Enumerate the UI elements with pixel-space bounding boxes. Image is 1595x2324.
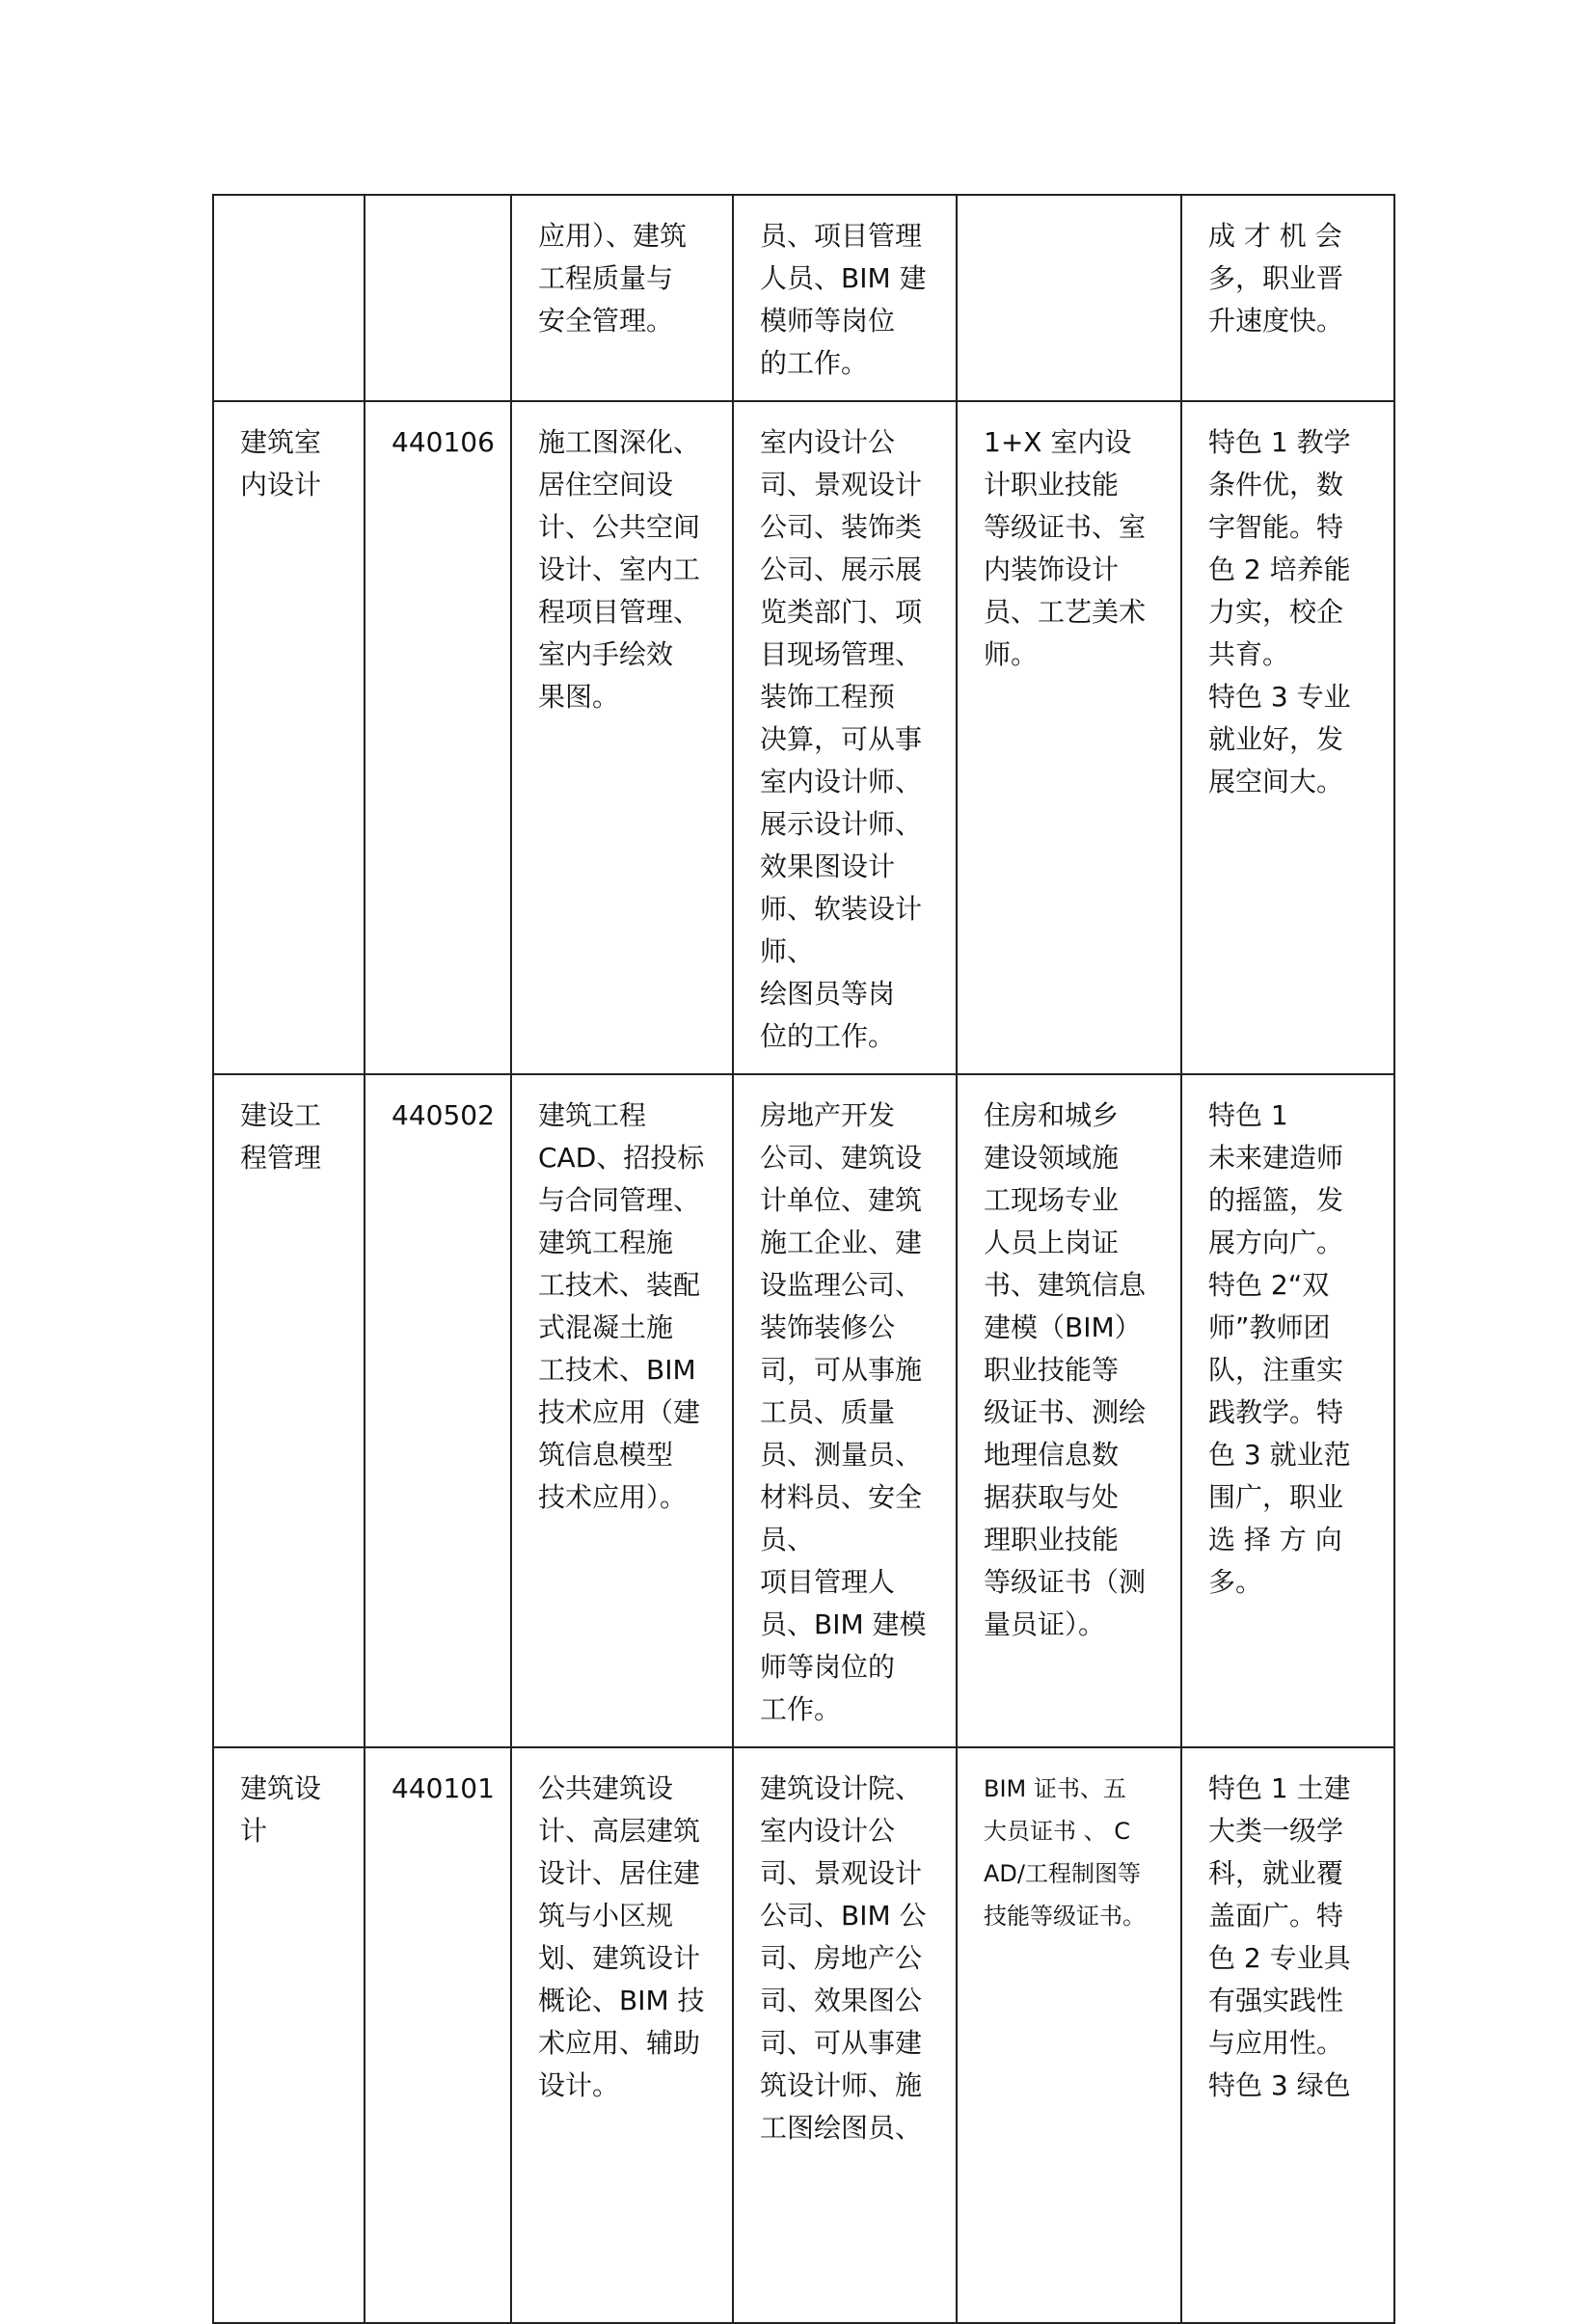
text-line: 住房和城乡 [984, 1099, 1120, 1131]
certs-cell [957, 1747, 1181, 2323]
text-line: 共育。 [1208, 638, 1290, 670]
text-line: 建模（BIM） [984, 1311, 1142, 1343]
features-text [1208, 215, 1376, 342]
text-line: 位的工作。 [760, 1020, 896, 1052]
text-line: 职业技能等 [984, 1354, 1120, 1386]
text-line: 工员、质量 [760, 1396, 896, 1428]
features-cell [1181, 195, 1394, 401]
text-line: 公司、装饰类 [760, 511, 923, 543]
text-line: 决算，可从事 [760, 723, 923, 755]
text-line: 计、公共空间 [538, 511, 701, 543]
courses-cell [511, 1074, 733, 1747]
certs-text [984, 1094, 1163, 1646]
major-table [212, 194, 1395, 2324]
text-line: 筑信息模型 [538, 1439, 674, 1471]
text-line: 司，可从事施 [760, 1354, 923, 1386]
text-line: 多。 [1208, 1566, 1263, 1598]
jobs-cell [733, 1074, 957, 1747]
text-line: 等级证书、室 [984, 511, 1147, 543]
text-line: 计单位、建筑 [760, 1184, 923, 1216]
text-line: 工图绘图员、 [760, 2112, 923, 2144]
table-row [213, 401, 1394, 1074]
text-line: 公共建筑设 [538, 1772, 674, 1804]
text-line: 师。 [984, 638, 1039, 670]
text-line: 室内手绘效 [538, 638, 674, 670]
text-line: 色 2 培养能 [1208, 554, 1351, 585]
text-line: 字智能。特 [1208, 511, 1344, 543]
text-line: 建筑设计院、 [760, 1772, 923, 1804]
text-line: 践教学。特 [1208, 1396, 1344, 1428]
text-line: 划、建筑设计 [538, 1942, 701, 1974]
text-line: 员、 [760, 1524, 815, 1555]
text-line: 目现场管理、 [760, 638, 923, 670]
text-line: 绘图员等岗 [760, 978, 896, 1010]
features-text [1208, 421, 1376, 803]
text-line: 人员上岗证 [984, 1227, 1120, 1258]
text-line: 大类一级学 [1208, 1815, 1344, 1847]
text-line: 据获取与处 [984, 1481, 1120, 1513]
certs-cell [957, 195, 1181, 401]
text-line: 与应用性。 [1208, 2027, 1344, 2059]
text-line: 特色 2“双 [1208, 1269, 1330, 1301]
text-line: 色 2 专业具 [1208, 1942, 1351, 1974]
text-line: 计 [240, 1815, 268, 1847]
text-line: 特色 1 土建 [1208, 1772, 1351, 1804]
jobs-text [760, 1094, 938, 1731]
text-line: 设计、居住建 [538, 1857, 701, 1889]
text-line: 升速度快。 [1208, 305, 1344, 337]
text-line: 员、测量员、 [760, 1439, 923, 1471]
jobs-text [760, 421, 938, 1058]
text-line: 展空间大。 [1208, 766, 1344, 797]
text-line: 多，职业晋 [1208, 262, 1344, 294]
major-name [240, 1768, 346, 1852]
text-line: 安全管理。 [538, 305, 674, 337]
major-name [240, 421, 346, 506]
text-line: 建筑设 [240, 1772, 322, 1804]
text-line: 特色 1 教学 [1208, 426, 1351, 458]
text-line: 程管理 [240, 1142, 322, 1174]
text-line: 特色 1 [1208, 1099, 1288, 1131]
text-line: 技能等级证书。 [984, 1903, 1146, 1930]
text-line: 式混凝土施 [538, 1311, 674, 1343]
courses-text [538, 1094, 715, 1519]
text-line: 建设工 [240, 1099, 322, 1131]
text-line: 项目管理人 [760, 1566, 896, 1598]
text-line: 师等岗位的 [760, 1651, 896, 1683]
major-code-cell [365, 401, 511, 1074]
text-line: 建筑室 [240, 426, 322, 458]
courses-text [538, 1768, 715, 2107]
text-line: 居住空间设 [538, 469, 674, 500]
courses-text [538, 215, 715, 342]
text-line: 建设领域施 [984, 1142, 1120, 1174]
text-line: 司、房地产公 [760, 1942, 923, 1974]
features-cell [1181, 401, 1394, 1074]
table-row [213, 1074, 1394, 1747]
text-line: 公司、展示展 [760, 554, 923, 585]
text-line: 内设计 [240, 469, 322, 500]
text-line: 筑设计师、施 [760, 2069, 923, 2101]
major-code: 440106 [392, 426, 495, 458]
text-line: 书、建筑信息 [984, 1269, 1147, 1301]
certs-cell [957, 401, 1181, 1074]
text-line: 围广，职业 [1208, 1481, 1344, 1513]
jobs-cell [733, 401, 957, 1074]
text-line: 应用）、建筑 [538, 220, 688, 252]
courses-text [538, 421, 715, 718]
table-row [213, 1747, 1394, 2323]
text-line: 师、 [760, 935, 815, 967]
features-cell [1181, 1074, 1394, 1747]
jobs-text [760, 215, 938, 385]
text-line: 1+X 室内设 [984, 426, 1132, 458]
text-line: 人员、BIM 建 [760, 262, 927, 294]
courses-cell [511, 401, 733, 1074]
major-code: 440101 [392, 1772, 495, 1804]
text-line: 就业好，发 [1208, 723, 1344, 755]
text-line: 地理信息数 [984, 1439, 1120, 1471]
text-line: 条件优，数 [1208, 469, 1344, 500]
certs-text [984, 421, 1163, 676]
text-line: BIM 证书、五 [984, 1775, 1126, 1802]
text-line: 特色 3 专业 [1208, 681, 1351, 713]
text-line: 师”教师团 [1208, 1311, 1331, 1343]
courses-cell [511, 195, 733, 401]
text-line: 的工作。 [760, 347, 869, 379]
text-line: 施工企业、建 [760, 1227, 923, 1258]
text-line: 装饰工程预 [760, 681, 896, 713]
features-cell [1181, 1747, 1394, 2323]
text-line: 的摇篮，发 [1208, 1184, 1344, 1216]
text-line: 效果图设计 [760, 851, 896, 882]
features-text [1208, 1094, 1376, 1604]
text-line: 室内设计公 [760, 1815, 896, 1847]
major-name-cell [213, 195, 365, 401]
text-line: 工程质量与 [538, 262, 674, 294]
text-line: 展示设计师、 [760, 808, 923, 840]
text-line: 司、景观设计 [760, 1857, 923, 1889]
text-line: 室内设计师、 [760, 766, 923, 797]
text-line: 司、效果图公 [760, 1985, 923, 2016]
major-code-cell [365, 1074, 511, 1747]
text-line: 力实，校企 [1208, 596, 1344, 628]
text-line: 员、BIM 建模 [760, 1608, 927, 1640]
text-line: 与合同管理、 [538, 1184, 701, 1216]
text-line: 公司、建筑设 [760, 1142, 923, 1174]
text-line: 选 择 方 向 [1208, 1524, 1342, 1555]
courses-cell [511, 1747, 733, 2323]
table-row [213, 195, 1394, 401]
major-name-cell [213, 401, 365, 1074]
text-line: 程项目管理、 [538, 596, 701, 628]
major-name-cell [213, 1074, 365, 1747]
text-line: 师、软装设计 [760, 893, 923, 925]
text-line: 展方向广。 [1208, 1227, 1344, 1258]
text-line: 设计、室内工 [538, 554, 701, 585]
text-line: 大员证书 、 C [984, 1818, 1131, 1845]
jobs-cell [733, 1747, 957, 2323]
major-code: 440502 [392, 1099, 495, 1131]
text-line: 工技术、装配 [538, 1269, 701, 1301]
text-line: 司、可从事建 [760, 2027, 923, 2059]
text-line: 计、高层建筑 [538, 1815, 701, 1847]
text-line: 未来建造师 [1208, 1142, 1344, 1174]
text-line: 队，注重实 [1208, 1354, 1344, 1386]
certs-cell [957, 1074, 1181, 1747]
text-line: 室内设计公 [760, 426, 896, 458]
certs-text [984, 1768, 1163, 1937]
text-line: 工现场专业 [984, 1184, 1120, 1216]
text-line: 建筑工程 [538, 1099, 647, 1131]
text-line: 工作。 [760, 1693, 842, 1725]
major-name [240, 1094, 346, 1179]
text-line: 理职业技能 [984, 1524, 1120, 1555]
text-line: 术应用、辅助 [538, 2027, 701, 2059]
text-line: 级证书、测绘 [984, 1396, 1147, 1428]
text-line: 司、景观设计 [760, 469, 923, 500]
text-line: 公司、BIM 公 [760, 1900, 927, 1932]
jobs-text [760, 1768, 938, 2149]
text-line: 技术应用）。 [538, 1481, 688, 1513]
text-line: 盖面广。特 [1208, 1900, 1344, 1932]
jobs-cell [733, 195, 957, 401]
text-line: 量员证）。 [984, 1608, 1106, 1640]
text-line: 特色 3 绿色 [1208, 2069, 1351, 2101]
text-line: 成 才 机 会 [1208, 220, 1342, 252]
text-line: 有强实践性 [1208, 1985, 1344, 2016]
text-line: 员、工艺美术 [984, 596, 1147, 628]
text-line: 设监理公司、 [760, 1269, 923, 1301]
major-code-cell [365, 1747, 511, 2323]
text-line: CAD、招投标 [538, 1142, 705, 1174]
text-line: 概论、BIM 技 [538, 1985, 705, 2016]
text-line: 装饰装修公 [760, 1311, 896, 1343]
text-line: 技术应用（建 [538, 1396, 701, 1428]
text-line: 科，就业覆 [1208, 1857, 1344, 1889]
text-line: 员、项目管理 [760, 220, 923, 252]
major-code-cell [365, 195, 511, 401]
text-line: 等级证书（测 [984, 1566, 1147, 1598]
text-line: 材料员、安全 [760, 1481, 923, 1513]
text-line: AD/工程制图等 [984, 1860, 1141, 1887]
text-line: 计职业技能 [984, 469, 1120, 500]
text-line: 筑与小区规 [538, 1900, 674, 1932]
text-line: 模师等岗位 [760, 305, 896, 337]
text-line: 内装饰设计 [984, 554, 1120, 585]
text-line: 房地产开发 [760, 1099, 896, 1131]
text-line: 设计。 [538, 2069, 620, 2101]
text-line: 果图。 [538, 681, 620, 713]
features-text [1208, 1768, 1376, 2107]
text-line: 览类部门、项 [760, 596, 923, 628]
major-name-cell [213, 1747, 365, 2323]
text-line: 色 3 就业范 [1208, 1439, 1351, 1471]
text-line: 工技术、BIM [538, 1354, 696, 1386]
text-line: 施工图深化、 [538, 426, 701, 458]
text-line: 建筑工程施 [538, 1227, 674, 1258]
